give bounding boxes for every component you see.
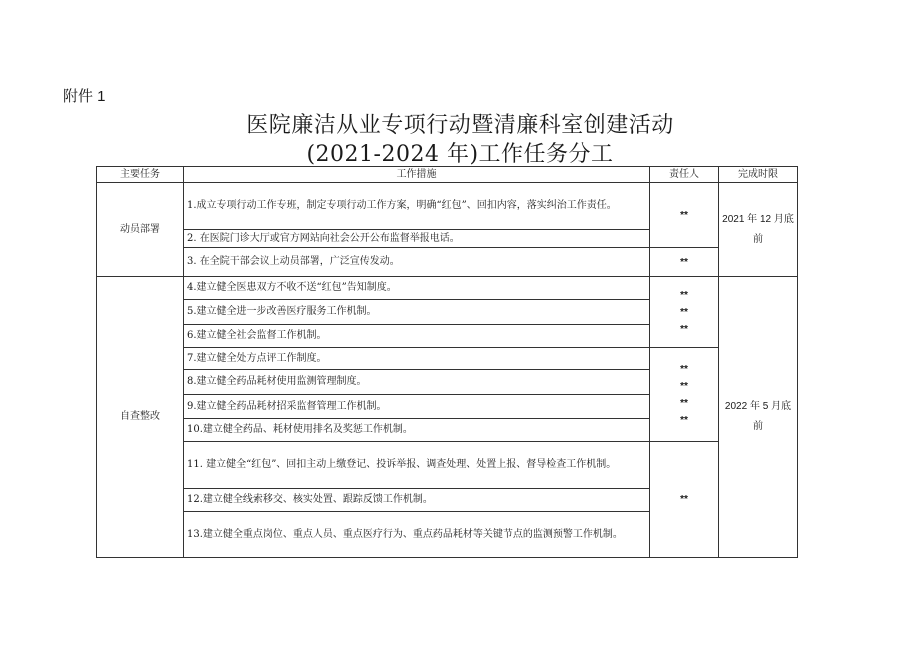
attachment-label: 附件 1: [63, 88, 106, 105]
responsible-mark: **: [680, 323, 688, 335]
responsible-mark: **: [680, 306, 688, 318]
responsible-group-3: **: [650, 442, 719, 558]
responsible-b: **: [650, 248, 719, 277]
responsible-a: **: [650, 183, 719, 248]
table-row: [97, 183, 798, 230]
responsible-mark: **: [680, 289, 688, 301]
header-measures: 工作措施: [184, 167, 650, 183]
task-6: 6.建立健全社会监督工作机制。: [184, 325, 650, 348]
task-3: 3. 在全院干部会议上动员部署，广泛宣传发动。: [184, 248, 650, 277]
table-row: [97, 348, 798, 370]
task-11: 11. 建立健全“红包”、回扣主动上缴登记、投诉举报、调查处理、处置上报、督导检查工作机制。: [184, 442, 650, 489]
table-row: [97, 277, 798, 300]
header-main-task: 主要任务: [97, 167, 184, 183]
task-9: 9.建立健全药品耗材招采监督管理工作机制。: [184, 395, 650, 419]
category-self-check: 自查整改: [97, 277, 184, 558]
category-mobilization: 动员部署: [97, 183, 184, 277]
table-row: [97, 248, 798, 277]
task-7: 7.建立健全处方点评工作制度。: [184, 348, 650, 370]
task-13: 13.建立健全重点岗位、重点人员、重点医疗行为、重点药品耗材等关键节点的监测预警工作机制。: [184, 512, 650, 558]
task-10: 10.建立健全药品、耗材使用排名及奖惩工作机制。: [184, 419, 650, 442]
responsible-mark: **: [680, 397, 688, 409]
task-4: 4.建立健全医患双方不收不送“红包”告知制度。: [184, 277, 650, 300]
document-title-line2: (2021-2024 年)工作任务分工: [306, 142, 614, 167]
task-table: [96, 166, 798, 558]
header-deadline: 完成时限: [719, 167, 798, 183]
task-2: 2. 在医院门诊大厅或官方网站向社会公开公布监督举报电话。: [184, 230, 650, 248]
header-responsible: 责任人: [650, 167, 719, 183]
responsible-mark: **: [680, 414, 688, 426]
task-5: 5.建立健全进一步改善医疗服务工作机制。: [184, 300, 650, 325]
table-header-row: [97, 167, 798, 183]
task-12: 12.建立健全线索移交、核实处置、跟踪反馈工作机制。: [184, 489, 650, 512]
responsible-group-1: [650, 277, 719, 348]
deadline-mobilization: 2021 年 12 月底前: [719, 183, 798, 277]
responsible-mark: **: [680, 363, 688, 375]
table-row: [97, 442, 798, 489]
deadline-self-check: 2022 年 5 月底前: [719, 277, 798, 558]
task-8: 8.建立健全药品耗材使用监测管理制度。: [184, 370, 650, 395]
responsible-group-2: [650, 348, 719, 442]
responsible-mark: **: [680, 380, 688, 392]
document-title-line1: 医院廉洁从业专项行动暨清廉科室创建活动: [246, 113, 674, 138]
task-1: 1.成立专项行动工作专班，制定专项行动工作方案，明确“红包”、回扣内容，落实纠治工作责任。: [184, 183, 650, 230]
